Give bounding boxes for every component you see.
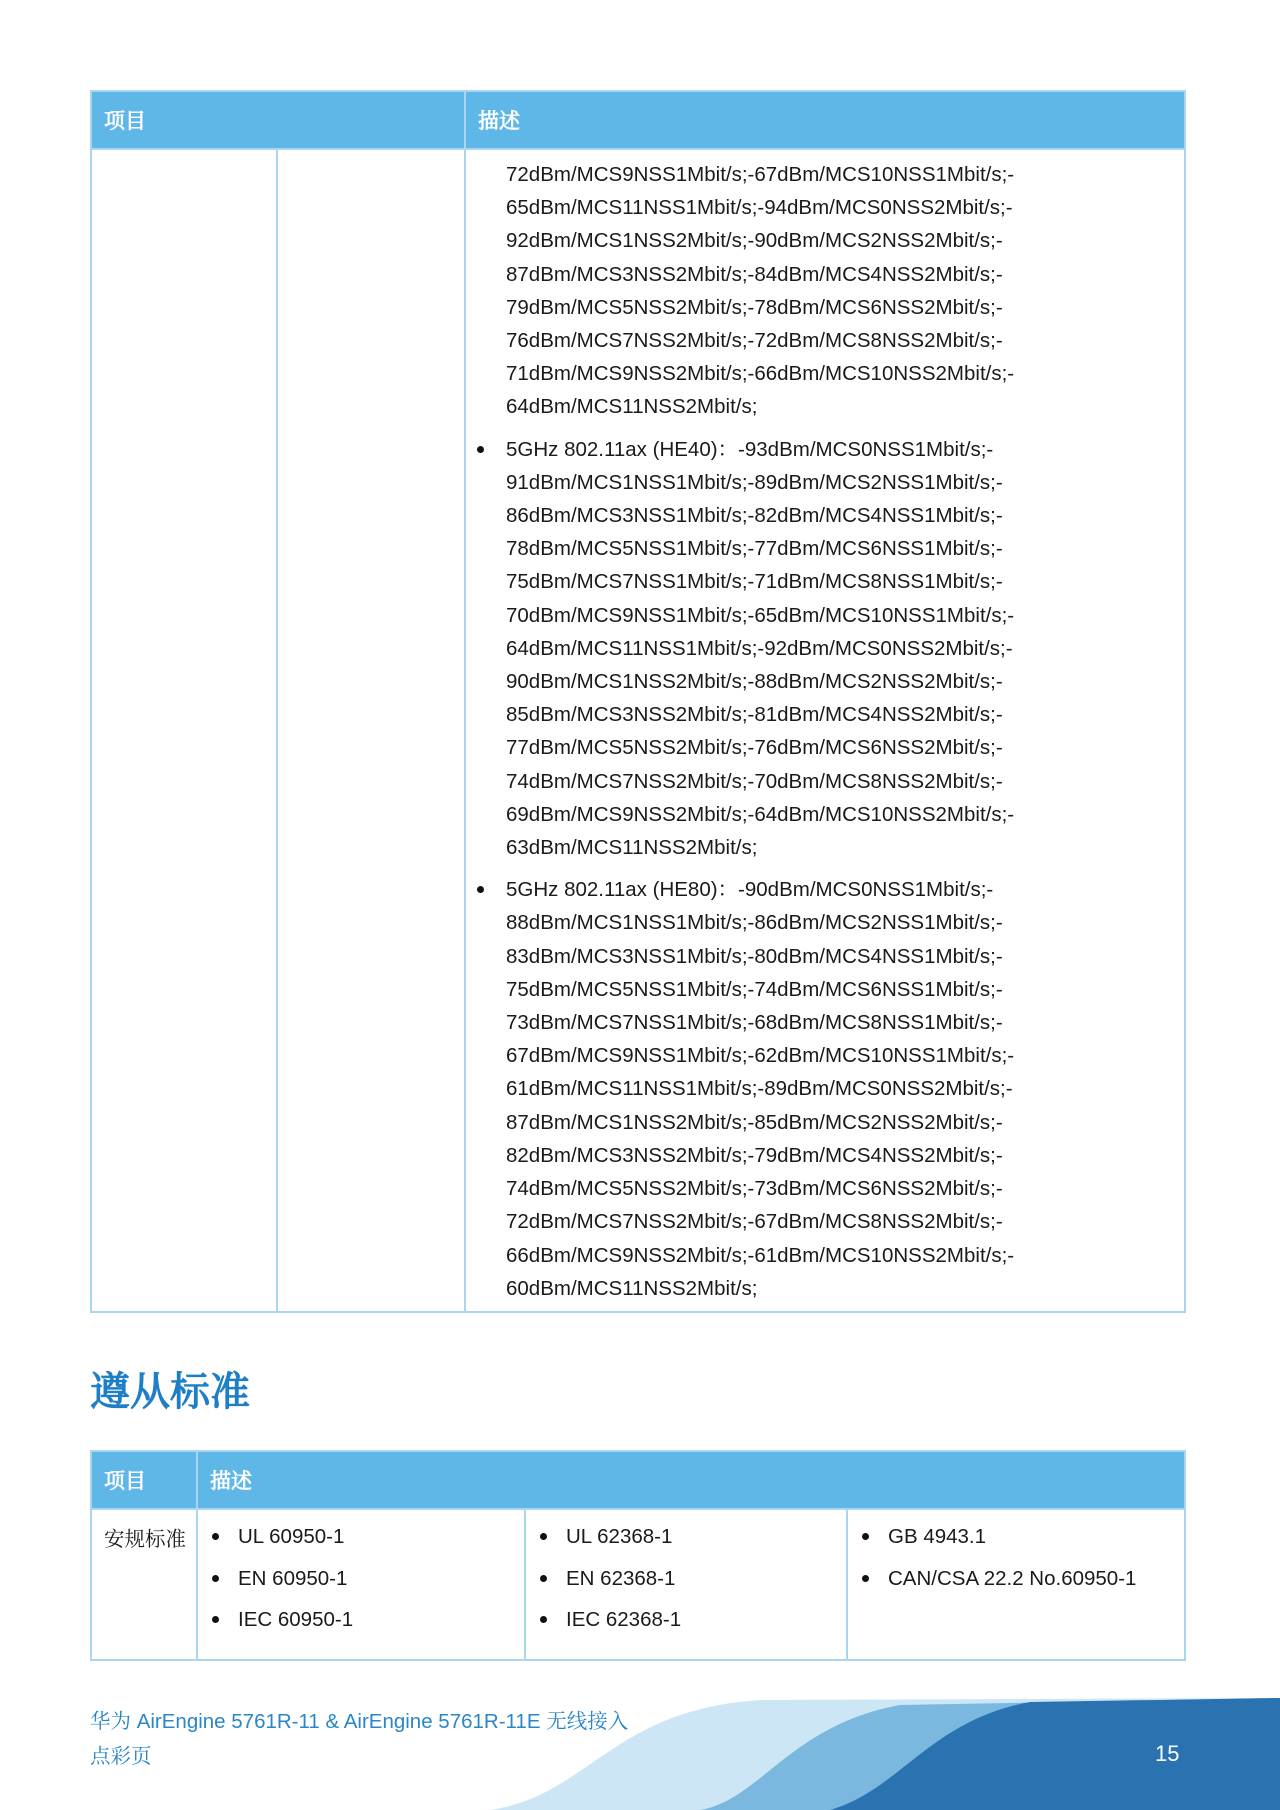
bullet-icon [477,446,484,453]
list-item [526,1564,846,1606]
list-item [198,1605,524,1647]
standards-col-2 [525,1509,847,1660]
standards-list [526,1516,846,1659]
standard-name: EN 62368-1 [566,1566,676,1590]
he40-sensitivity: 5GHz 802.11ax (HE40)：-93dBm/MCS0NSS1Mbit/s;- 91dBm/MCS1NSS1Mbit/s;-89dBm/MCS2NSS1Mbit/s;- 86dBm/MCS3NSS1Mbit/s;-82dBm/MCS4NSS1Mbit/s;- 78dBm/MCS5NSS1Mbit/s;-77dBm/MCS6NSS1Mbit/s;- 75dBm/MCS7NSS1Mbit/s;-71dBm/MCS8NSS1Mbit/s;- 70dBm/MCS9NSS1Mbit/s;-65dBm/MCS10NSS1Mbit/s;- 64dBm/MCS11NSS1Mbit/s;-92dBm/MCS0NSS2Mbit/s;- 90dBm/MCS1NSS2Mbit/s;-88dBm/MCS2NSS2Mbit/s;- 85dBm/MCS3NSS2Mbit/s;-81dBm/MCS4NSS2Mbit/s;- 77dBm/MCS5NSS2Mbit/s;-76dBm/MCS6NSS2Mbit/s;- 74dBm/MCS7NSS2Mbit/s;-70dBm/MCS8NSS2Mbit/s;- 69dBm/MCS9NSS2Mbit/s;-64dBm/MCS10NSS2Mbit/s;- 63dBm/MCS11NSS2Mbit/s; [506,437,1015,860]
category-cell: 安规标准 [91,1509,197,1660]
table-header-row [91,1451,1185,1509]
bullet-icon [212,1533,219,1540]
bullet-icon [540,1616,547,1623]
description-cell [465,149,1185,1312]
standards-col-3 [847,1509,1185,1660]
standards-table [90,1450,1186,1661]
bullet-icon [212,1616,219,1623]
list-item [526,1605,846,1647]
standard-name: CAN/CSA 22.2 No.60950-1 [888,1566,1137,1590]
table-row [91,1509,1185,1660]
sensitivity-table [90,90,1186,1313]
standard-name: UL 60950-1 [238,1525,345,1548]
footer-line-1: 华为 AirEngine 5761R-11 & AirEngine 5761R-11E 无线接入 [90,1710,629,1733]
bullet-icon [212,1575,219,1582]
header-item: 项目 [91,1451,197,1509]
header-desc: 描述 [197,1451,1185,1509]
bullet-icon [540,1575,547,1582]
footer-document-title [90,1704,650,1774]
section-title: 遵从标准 [90,1370,250,1414]
empty-category-cell [91,149,277,1312]
standards-col-1 [197,1509,525,1660]
bullet-icon [477,886,484,893]
table-header-row [91,91,1185,149]
list-item [848,1522,1184,1564]
list-item [506,433,1184,865]
table-row [91,149,1185,1312]
list-item [198,1522,524,1564]
list-item [526,1522,846,1564]
standard-name: GB 4943.1 [888,1525,987,1548]
bullet-icon [862,1533,869,1540]
bullet-icon [540,1533,547,1540]
standard-name: UL 62368-1 [566,1525,673,1548]
bullet-icon [862,1575,869,1582]
footer-line-2: 点彩页 [90,1745,152,1768]
list-item [506,873,1184,1305]
page-number: 15 [1155,1741,1180,1766]
standard-name: IEC 60950-1 [238,1608,354,1631]
list-item [198,1564,524,1606]
standards-list [198,1516,524,1659]
standard-name: EN 60950-1 [238,1566,348,1590]
list-item [848,1564,1184,1606]
standards-list [848,1516,1184,1617]
continued-text: 72dBm/MCS9NSS1Mbit/s;-67dBm/MCS10NSS1Mbit/s;- 65dBm/MCS11NSS1Mbit/s;-94dBm/MCS0NSS2Mbit/s;- 92dBm/MCS1NSS2Mbit/s;-90dBm/MCS2NSS2Mbit/s;- 87dBm/MCS3NSS2Mbit/s;-84dBm/MCS4NSS2Mbit/s;- 79dBm/MCS5NSS2Mbit/s;-78dBm/MCS6NSS2Mbit/s;- 76dBm/MCS7NSS2Mbit/s;-72dBm/MCS8NSS2Mbit/s;- 71dBm/MCS9NSS2Mbit/s;-66dBm/MCS10NSS2Mbit/s;- 64dBm/MCS11NSS2Mbit/s; [506,163,1015,419]
he80-sensitivity: 5GHz 802.11ax (HE80)：-90dBm/MCS0NSS1Mbit/s;- 88dBm/MCS1NSS1Mbit/s;-86dBm/MCS2NSS1Mbit/s;- 83dBm/MCS3NSS1Mbit/s;-80dBm/MCS4NSS1Mbit/s;- 75dBm/MCS5NSS1Mbit/s;-74dBm/MCS6NSS1Mbit/s;- 73dBm/MCS7NSS1Mbit/s;-68dBm/MCS8NSS1Mbit/s;- 67dBm/MCS9NSS1Mbit/s;-62dBm/MCS10NSS1Mbit/s;- 61dBm/MCS11NSS1Mbit/s;-89dBm/MCS0NSS2Mbit/s;- 87dBm/MCS1NSS2Mbit/s;-85dBm/MCS2NSS2Mbit/s;- 82dBm/MCS3NSS2Mbit/s;-79dBm/MCS4NSS2Mbit/s;- 74dBm/MCS5NSS2Mbit/s;-73dBm/MCS6NSS2Mbit/s;- 72dBm/MCS7NSS2Mbit/s;-67dBm/MCS8NSS2Mbit/s;- 66dBm/MCS9NSS2Mbit/s;-61dBm/MCS10NSS2Mbit/s;- 60dBm/MCS11NSS2Mbit/s; [506,878,1015,1300]
header-desc: 描述 [465,91,1185,149]
empty-subcategory-cell [277,149,465,1312]
header-item: 项目 [91,91,465,149]
standard-name: IEC 62368-1 [566,1608,682,1631]
